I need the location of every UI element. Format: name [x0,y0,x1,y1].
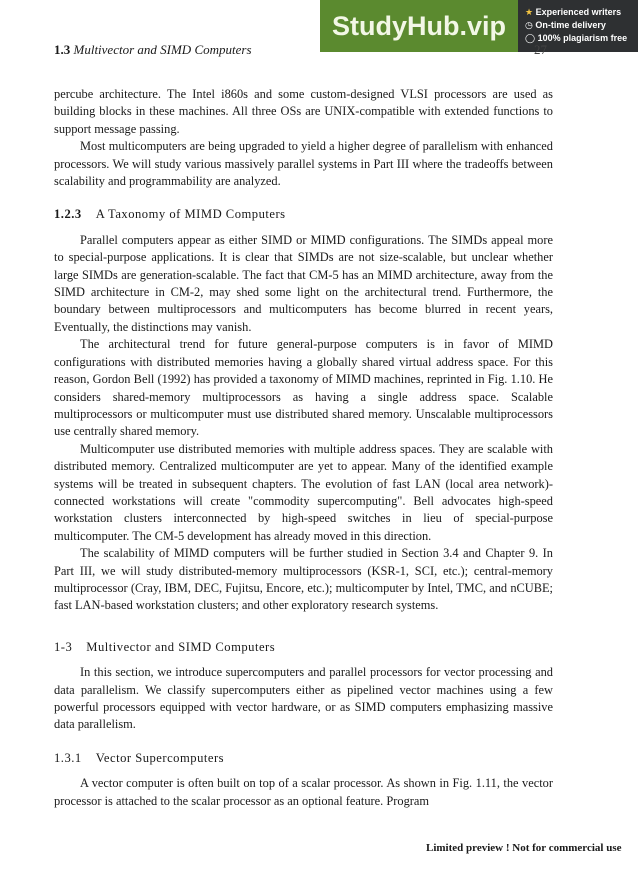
header-title: Multivector and SIMD Computers [73,42,252,57]
section-heading [54,750,553,767]
page-number: 27 [534,42,547,57]
section-number: 1.3.1 [54,750,82,765]
studyhub-banner[interactable] [320,0,638,52]
paragraph: A vector computer is often built on top of a scalar processor. As shown in Fig. 1.11, the vector processor is attached to the scalar processor as an optional feature. Program [54,776,553,808]
feature-item: ★ Experienced writers [525,7,622,17]
paragraph: Multicomputer use distributed memories with multiple address spaces. They are scalable with distributed memory. Centralized multicomputer are yet to appear. Many of the identified example systems will be treated in subsequent chapters. The evolution of fast LAN (local area network)-connected workstations will create "commodity supercomputing". Bell advocates high-speed workstation clusters interconnected by high-speed switches in lieu of special-purpose multicomputer. The CM-5 development has already moved in this direction. [54,441,553,543]
section-title: Multivector and SIMD Computers [86,639,276,654]
section-heading [54,206,553,223]
paragraph: The scalability of MIMD computers will be further studied in Section 3.4 and Chapter 9. In Part III, we will study distributed-memory multiprocessors (KSR-1, SCI, etc.); central-memory multiprocessor (Cray, IBM, DEC, Fujitsu, Encore, etc.); multicomputer by Intel, TMC, and nCUBE; fast LAN-based workstation clusters; and other exploratory research systems. [54,546,553,613]
section-heading [54,639,553,656]
studyhub-logo[interactable]: StudyHub.vip [320,0,518,52]
section-title: Vector Supercomputers [95,750,225,765]
paragraph: The architectural trend for future general-purpose computers is in favor of MIMD configurations with distributed memories having a globally shared virtual address space. For this reason, Gordon Bell (1992) has provided a taxonomy of MIMD machines, reprinted in Fig. 1.10. He considers shared-memory multiprocessors as having a single address space. Scalable multiprocessors or multicomputer must use distributed shared memory. Unscalable multiprocessors use centrally shared memory. [54,337,553,439]
paragraph: In this section, we introduce supercomputers and parallel processors for vector processing and data parallelism. We classify supercomputers either as pipelined vector machines using a few powerful processors equipped with vector hardware, or as SIMD computers emphasizing massive data parallelism. [54,665,553,732]
paragraph: Most multicomputers are being upgraded to yield a higher degree of parallelism with enhanced processors. We will study various massively parallel systems in Part III where the tradeoffs between scalability and programmability are analyzed. [54,139,553,189]
star-icon: ★ [525,7,534,17]
section-number: 1-3 [54,639,73,654]
paragraph: percube architecture. The Intel i860s and some custom-designed VLSI processors are used as building blocks in these machines. All three OSs are UNIX-compatible with extended functions to support message passing. [54,87,553,136]
section-number: 1.2.3 [54,207,82,222]
shield-icon: ◯ [525,33,536,43]
paragraph: Parallel computers appear as either SIMD or MIMD configurations. The SIMDs appeal more to special-purpose applications. It is clear that SIMDs are not size-scalable, but unclear whether large SIMDs are generation-scalable. The fact that CM-5 has an MIMD architecture, away from the SIMD architecture in CM-2, may shed some light on the architectural trend. Furthermore, the boundary between multiprocessors and multicomputers has become blurred in recent years, Eventually, the distinctions may vanish. [54,232,553,334]
header-section-number: 1.3 [54,42,71,57]
clock-icon: ◷ [525,20,533,30]
section-title: A Taxonomy of MIMD Computers [95,207,286,222]
page-body [54,86,553,810]
feature-item: ◷ On-time delivery [525,20,606,30]
preview-footer: Limited preview ! Not for commercial use [426,842,622,854]
running-header [54,42,252,58]
feature-item: ◯ 100% plagiarism free [525,33,628,43]
